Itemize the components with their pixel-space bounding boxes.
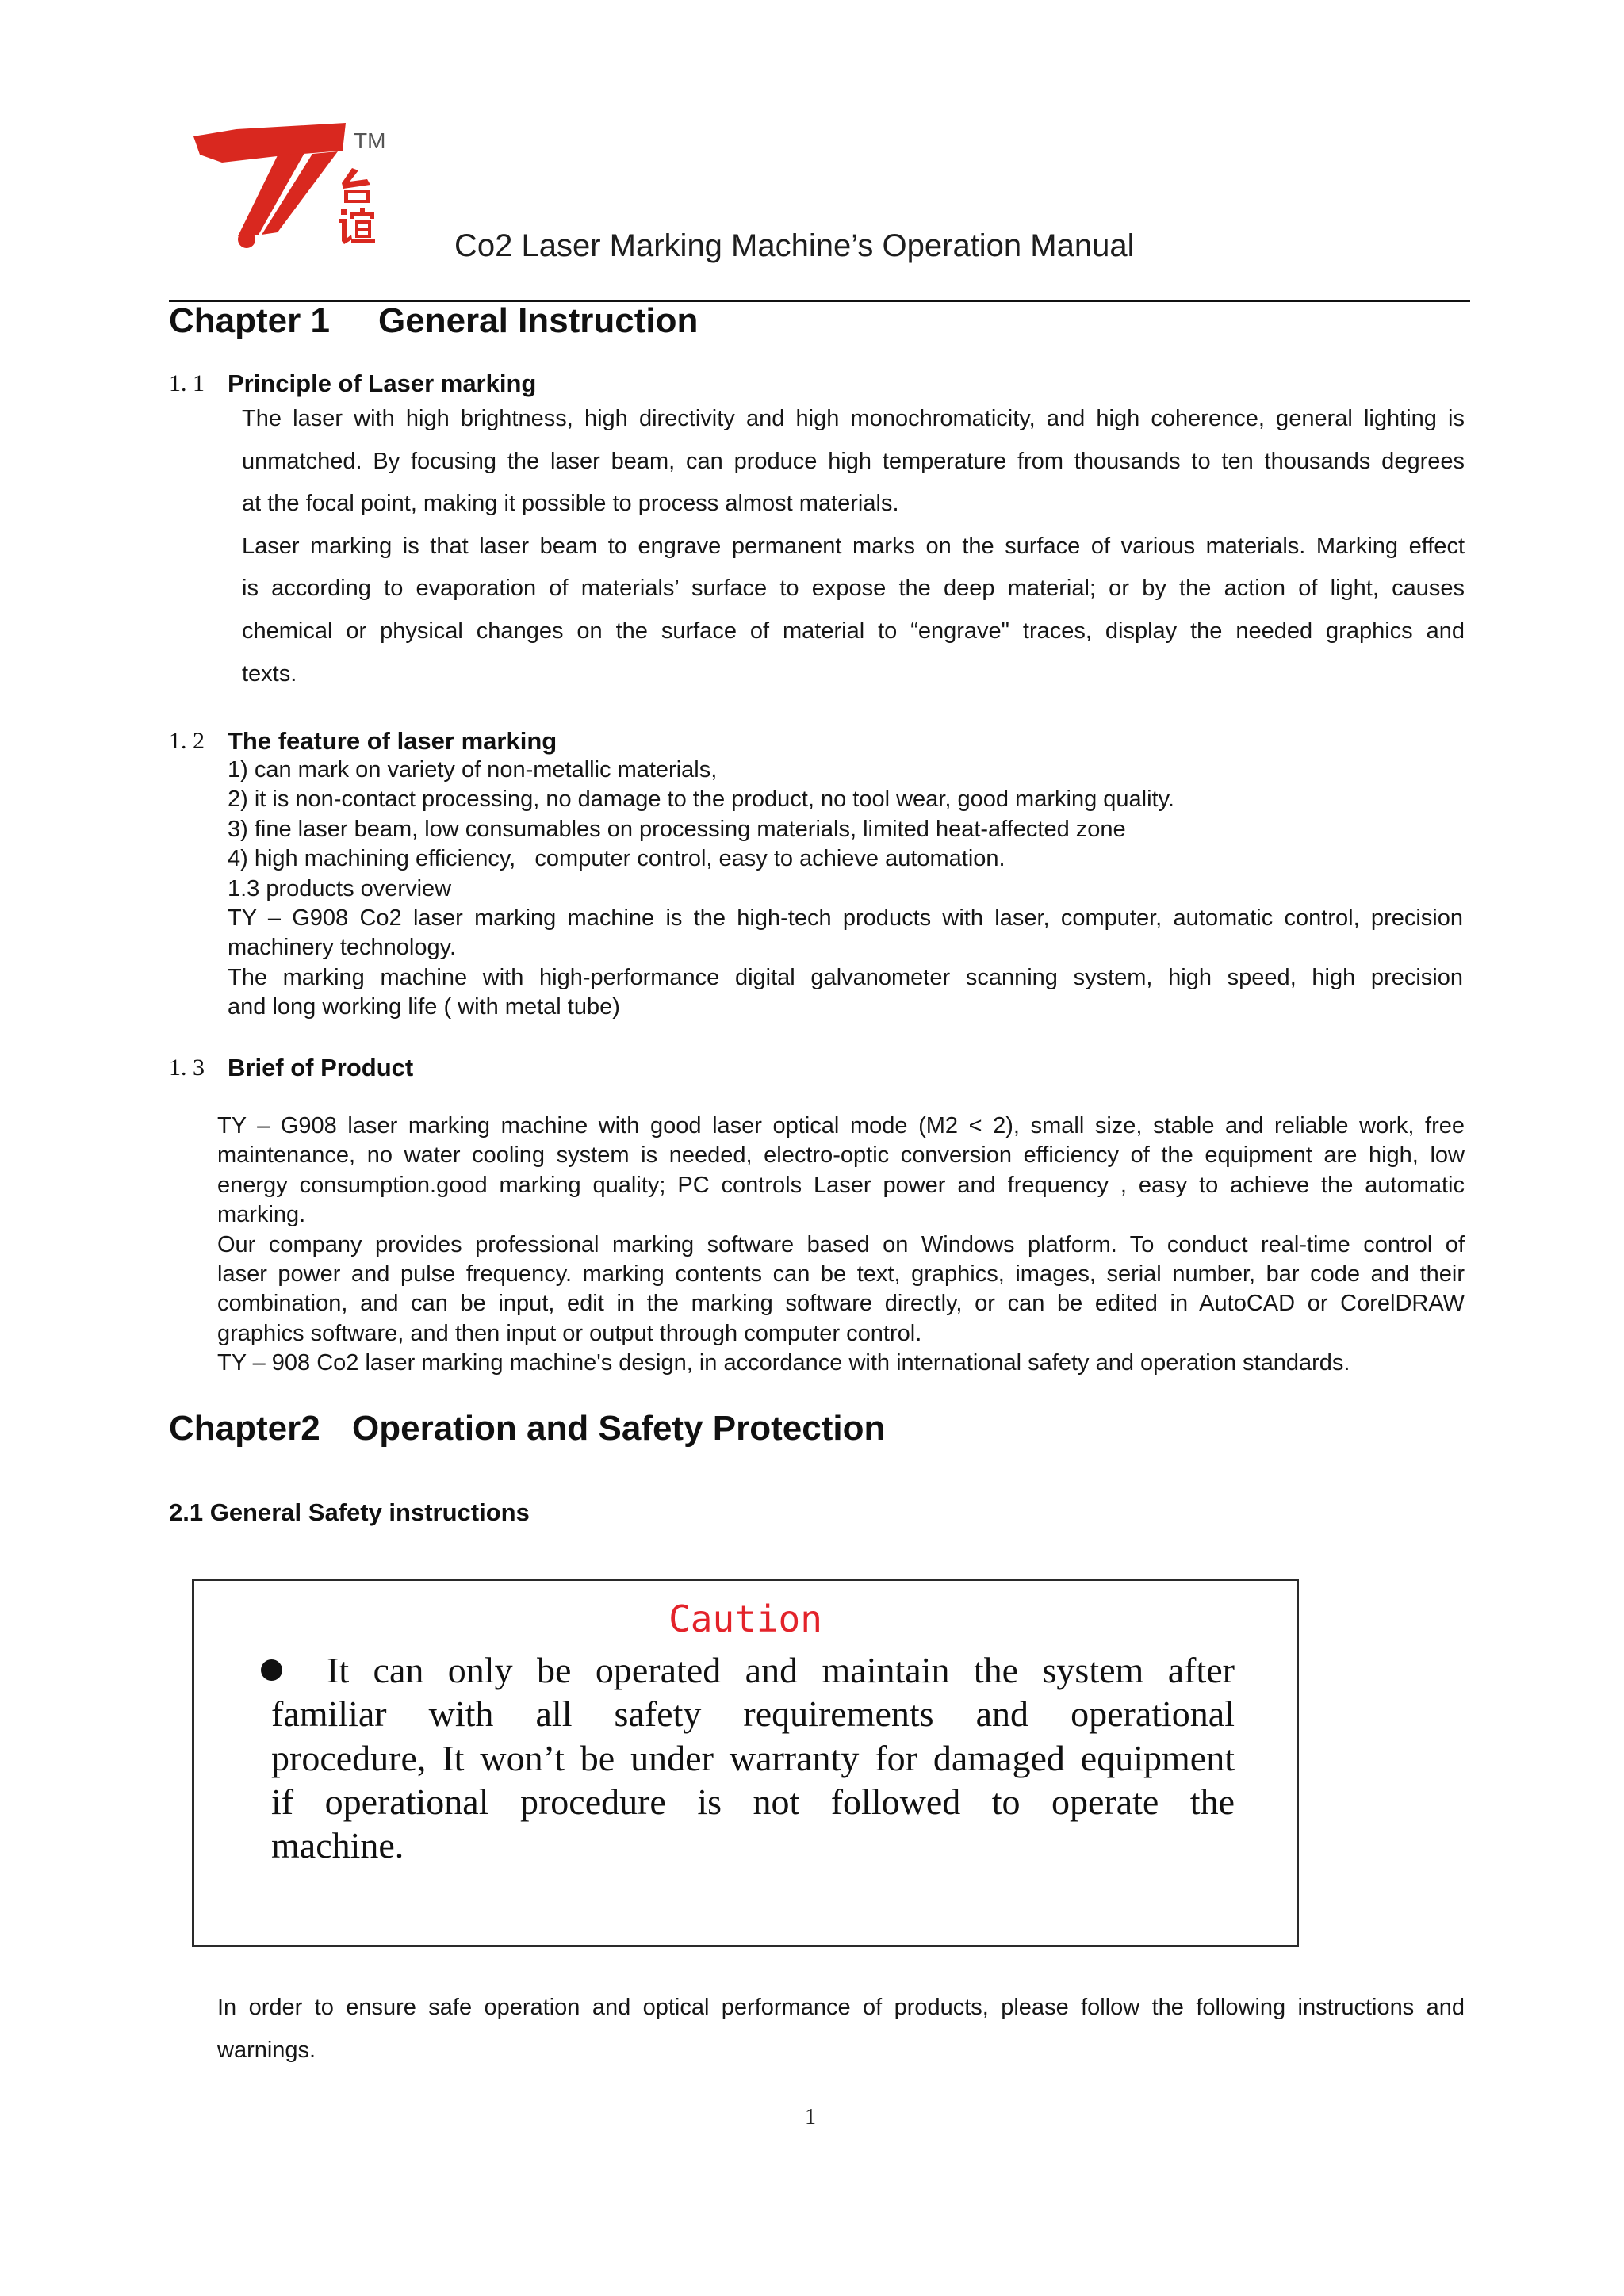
paragraph-line: graphics software, and then input or output through computer control. — [217, 1320, 922, 1346]
section-1-1-number: 1. 1 — [169, 370, 205, 396]
company-logo — [189, 119, 403, 258]
paragraph-line: unmatched. By focusing the laser beam, can produce high temperature from thousands to ten thousands degrees — [242, 448, 1465, 474]
chapter-1-title: General Instruction — [378, 301, 699, 340]
section-1-2-title: The feature of laser marking — [228, 727, 557, 755]
paragraph-line: and long working life ( with metal tube) — [228, 994, 620, 1020]
paragraph-line: maintenance, no water cooling system is needed, electro-optic conversion efficiency of the equipment are high, low — [217, 1142, 1465, 1169]
feature-item: 3) fine laser beam, low consumables on processing materials, limited heat-affected zone — [228, 816, 1126, 842]
paragraph-line: In order to ensure safe operation and optical performance of products, please follow the following instructions and — [217, 1995, 1465, 2020]
paragraph-line: laser power and pulse frequency. marking contents can be text, graphics, images, serial number, bar code and their — [217, 1261, 1465, 1288]
paragraph-line: is according to evaporation of materials’ surface to expose the deep material; or by the action of light, causes — [242, 576, 1465, 602]
document-title: Co2 Laser Marking Machine’s Operation Manual — [454, 228, 1135, 263]
safety-intro-paragraph — [217, 1986, 1465, 2072]
caution-line: machine. — [271, 1825, 404, 1866]
section-1-1-body — [242, 398, 1465, 695]
caution-box — [192, 1578, 1299, 1947]
paragraph-line: TY – G908 laser marking machine with good laser optical mode (M2 < 2), small size, stable and reliable work, free — [217, 1113, 1465, 1138]
caution-line: It can only be operated and maintain the system after — [327, 1650, 1235, 1690]
paragraph-line: warnings. — [217, 2038, 316, 2063]
paragraph-line: The marking machine with high-performance digital galvanometer scanning system, high speed, high precision — [228, 964, 1463, 990]
section-1-1-title: Principle of Laser marking — [228, 369, 537, 397]
logo-glyphs — [339, 168, 375, 244]
section-1-2-body — [228, 756, 1463, 1023]
caution-line: procedure, It won’t be under warranty for damaged equipment — [271, 1737, 1235, 1778]
feature-item: 1) can mark on variety of non-metallic materials, — [228, 757, 718, 783]
header-divider — [169, 300, 1470, 302]
page-number: 1 — [805, 2105, 816, 2130]
paragraph-line: The laser with high brightness, high directivity and high monochromaticity, and high coherence, general lighting is — [242, 406, 1465, 431]
section-1-2-number: 1. 2 — [169, 728, 205, 754]
caution-line: familiar with all safety requirements and operational — [271, 1693, 1235, 1735]
logo-trademark: TM — [354, 128, 386, 153]
paragraph-line: TY – G908 Co2 laser marking machine is the high-tech products with laser, computer, automatic control, precision — [228, 905, 1463, 932]
paragraph-line: texts. — [242, 660, 297, 687]
feature-item: 4) high machining efficiency, computer control, easy to achieve automation. — [228, 846, 1005, 872]
caution-heading: Caution — [668, 1598, 822, 1640]
paragraph-line: combination, and can be input, edit in the marking software directly, or can be edited in AutoCAD or CorelDRAW — [217, 1291, 1465, 1317]
section-1-3-number: 1. 3 — [169, 1054, 205, 1081]
bullet-icon — [261, 1659, 282, 1681]
feature-item: 2) it is non-contact processing, no damage to the product, no tool wear, good marking quality. — [228, 786, 1174, 813]
paragraph-line: chemical or physical changes on the surface of material to “engrave" traces, display the needed graphics and — [242, 618, 1465, 644]
chapter-1-number: Chapter 1 — [169, 301, 330, 340]
paragraph-line: TY – 908 Co2 laser marking machine's design, in accordance with international safety and operation standards. — [217, 1350, 1350, 1376]
paragraph-line: at the focal point, making it possible to process almost materials. — [242, 491, 899, 517]
paragraph-line: marking. — [217, 1202, 306, 1228]
paragraph-line: Our company provides professional marking software based on Windows platform. To conduct real-time control of — [217, 1231, 1465, 1257]
products-overview-label: 1.3 products overview — [228, 875, 452, 901]
chapter-2-number: Chapter2 — [169, 1409, 320, 1448]
section-1-3-title: Brief of Product — [228, 1054, 414, 1081]
logo-dot — [238, 231, 255, 248]
paragraph-line: Laser marking is that laser beam to engrave permanent marks on the surface of various materials. Marking effect — [242, 533, 1465, 559]
caution-line: if operational procedure is not followed to operate the — [271, 1781, 1235, 1822]
paragraph-line: machinery technology. — [228, 935, 457, 961]
paragraph-line: energy consumption.good marking quality; PC controls Laser power and frequency , easy to achieve the automatic — [217, 1172, 1465, 1198]
section-2-1-title: 2.1 General Safety instructions — [169, 1498, 530, 1526]
chapter-2-title: Operation and Safety Protection — [352, 1409, 886, 1448]
caution-text — [271, 1648, 1235, 1867]
section-1-3-body — [217, 1112, 1465, 1379]
